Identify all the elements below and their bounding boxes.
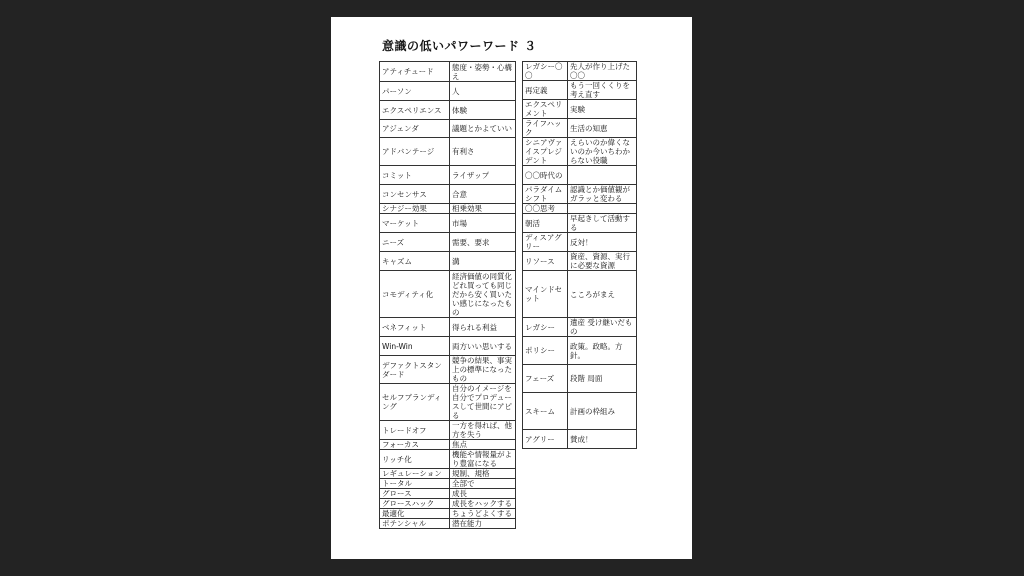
meaning-cell: 競争の結果、事実上の標準になったもの xyxy=(450,356,516,384)
table-row xyxy=(380,214,516,233)
page-title: 意識の低いパワーワード ３ xyxy=(382,39,537,53)
meaning-cell: 潜在能力 xyxy=(450,519,516,529)
term-cell: 再定義 xyxy=(523,81,568,100)
meaning-cell: 両方いい思いする xyxy=(450,337,516,356)
table-row xyxy=(380,499,516,509)
table-row xyxy=(380,120,516,138)
meaning-cell: 規制、規格 xyxy=(450,469,516,479)
meaning-cell: 成長 xyxy=(450,489,516,499)
meaning-cell xyxy=(568,166,637,185)
term-cell: シナジー効果 xyxy=(380,204,450,214)
meaning-cell: 議題とかよていい xyxy=(450,120,516,138)
table-row xyxy=(380,356,516,384)
term-cell: アジェンダ xyxy=(380,120,450,138)
term-cell: デファクトスタンダード xyxy=(380,356,450,384)
table-row xyxy=(380,519,516,529)
table-row xyxy=(523,204,637,214)
table-row xyxy=(380,138,516,166)
table-row xyxy=(523,365,637,393)
meaning-cell: 溝 xyxy=(450,252,516,271)
table-row xyxy=(523,214,637,233)
table-row xyxy=(380,469,516,479)
table-row xyxy=(523,271,637,318)
term-cell: アティチュード xyxy=(380,62,450,82)
term-cell: セルフブランディング xyxy=(380,384,450,421)
meaning-cell: こころがまえ xyxy=(568,271,637,318)
term-cell: ライフハック xyxy=(523,119,568,138)
term-cell: グロースハック xyxy=(380,499,450,509)
term-cell: フェーズ xyxy=(523,365,568,393)
term-cell: ポテンシャル xyxy=(380,519,450,529)
table-row xyxy=(380,421,516,440)
meaning-cell: 自分のイメージを自分でプロデュースして世間にアピる xyxy=(450,384,516,421)
meaning-cell: ライザップ xyxy=(450,166,516,185)
term-cell: 朝活 xyxy=(523,214,568,233)
table-row xyxy=(523,252,637,271)
meaning-cell: 先人が作り上げた〇〇 xyxy=(568,62,637,81)
meaning-cell: 人 xyxy=(450,82,516,101)
table-row xyxy=(380,233,516,252)
term-cell: ベネフィット xyxy=(380,318,450,337)
table-row xyxy=(523,166,637,185)
term-cell: 〇〇時代の xyxy=(523,166,568,185)
meaning-cell: 体験 xyxy=(450,101,516,120)
term-cell: レガシー〇〇 xyxy=(523,62,568,81)
term-cell: レガシー xyxy=(523,318,568,337)
table-row xyxy=(523,337,637,365)
table-row xyxy=(523,100,637,119)
table-row xyxy=(380,337,516,356)
table-row xyxy=(523,233,637,252)
meaning-cell: 経済価値の同質化 どれ買っても同じだから安く買いたい感じになったもの xyxy=(450,271,516,318)
table-row xyxy=(380,166,516,185)
table-row xyxy=(523,318,637,337)
table-row xyxy=(380,450,516,469)
right-word-table xyxy=(522,61,637,449)
meaning-cell: 市場 xyxy=(450,214,516,233)
table-row xyxy=(523,430,637,449)
meaning-cell: 相乗効果 xyxy=(450,204,516,214)
term-cell: エクスペリエンス xyxy=(380,101,450,120)
term-cell: Win-Win xyxy=(380,337,450,356)
term-cell: キャズム xyxy=(380,252,450,271)
table-row xyxy=(380,509,516,519)
table-row xyxy=(380,204,516,214)
table-row xyxy=(380,271,516,318)
meaning-cell: もう一回くくりを考え直す xyxy=(568,81,637,100)
term-cell: コミット xyxy=(380,166,450,185)
document-page xyxy=(331,17,692,559)
term-cell: ディスアグリー xyxy=(523,233,568,252)
term-cell: リッチ化 xyxy=(380,450,450,469)
term-cell: レギュレーション xyxy=(380,469,450,479)
meaning-cell: 成長をハックする xyxy=(450,499,516,509)
table-row xyxy=(380,479,516,489)
table-row xyxy=(380,440,516,450)
term-cell: コモディティ化 xyxy=(380,271,450,318)
meaning-cell: 段階 局面 xyxy=(568,365,637,393)
meaning-cell: 需要、要求 xyxy=(450,233,516,252)
meaning-cell: 得られる利益 xyxy=(450,318,516,337)
meaning-cell xyxy=(568,204,637,214)
meaning-cell: 資産、資源、実行に必要な資源 xyxy=(568,252,637,271)
term-cell: グロース xyxy=(380,489,450,499)
table-row xyxy=(380,252,516,271)
term-cell: アグリー xyxy=(523,430,568,449)
meaning-cell: 機能や情報量がより豊富になる xyxy=(450,450,516,469)
term-cell: コンセンサス xyxy=(380,185,450,204)
term-cell: トータル xyxy=(380,479,450,489)
term-cell: フォーカス xyxy=(380,440,450,450)
table-row xyxy=(380,82,516,101)
meaning-cell: 認識とか価値観がガラッと変わる xyxy=(568,185,637,204)
meaning-cell: 遺産 受け継いだもの xyxy=(568,318,637,337)
table-row xyxy=(380,185,516,204)
table-row xyxy=(380,384,516,421)
meaning-cell: 態度・姿勢・心構え xyxy=(450,62,516,82)
term-cell: リソース xyxy=(523,252,568,271)
left-word-table xyxy=(379,61,516,529)
meaning-cell: 政策。政略。方針。 xyxy=(568,337,637,365)
meaning-cell: 計画の枠組み xyxy=(568,393,637,430)
term-cell: 〇〇思考 xyxy=(523,204,568,214)
table-row xyxy=(380,489,516,499)
meaning-cell: 合意 xyxy=(450,185,516,204)
term-cell: ポリシー xyxy=(523,337,568,365)
term-cell: アドバンテージ xyxy=(380,138,450,166)
meaning-cell: 反対！ xyxy=(568,233,637,252)
table-row xyxy=(523,138,637,166)
table-row xyxy=(523,185,637,204)
term-cell: パーソン xyxy=(380,82,450,101)
meaning-cell: 全部で xyxy=(450,479,516,489)
table-row xyxy=(523,81,637,100)
meaning-cell: 生活の知恵 xyxy=(568,119,637,138)
table-row xyxy=(523,119,637,138)
meaning-cell: えらいのか偉くないのか今いちわからない役職 xyxy=(568,138,637,166)
term-cell: マインドセット xyxy=(523,271,568,318)
meaning-cell: 賛成！ xyxy=(568,430,637,449)
table-row xyxy=(523,393,637,430)
meaning-cell: 実験 xyxy=(568,100,637,119)
table-row xyxy=(380,62,516,82)
table-row xyxy=(380,101,516,120)
meaning-cell: 焦点 xyxy=(450,440,516,450)
term-cell: スキーム xyxy=(523,393,568,430)
term-cell: エクスペリメント xyxy=(523,100,568,119)
term-cell: パラダイムシフト xyxy=(523,185,568,204)
term-cell: ニーズ xyxy=(380,233,450,252)
meaning-cell: ちょうどよくする xyxy=(450,509,516,519)
meaning-cell: 一方を得れば、他方を失う xyxy=(450,421,516,440)
term-cell: シニアヴァイスプレジデント xyxy=(523,138,568,166)
term-cell: トレードオフ xyxy=(380,421,450,440)
table-row xyxy=(380,318,516,337)
term-cell: 最適化 xyxy=(380,509,450,519)
meaning-cell: 有利さ xyxy=(450,138,516,166)
table-row xyxy=(523,62,637,81)
term-cell: マーケット xyxy=(380,214,450,233)
meaning-cell: 早起きして活動する xyxy=(568,214,637,233)
